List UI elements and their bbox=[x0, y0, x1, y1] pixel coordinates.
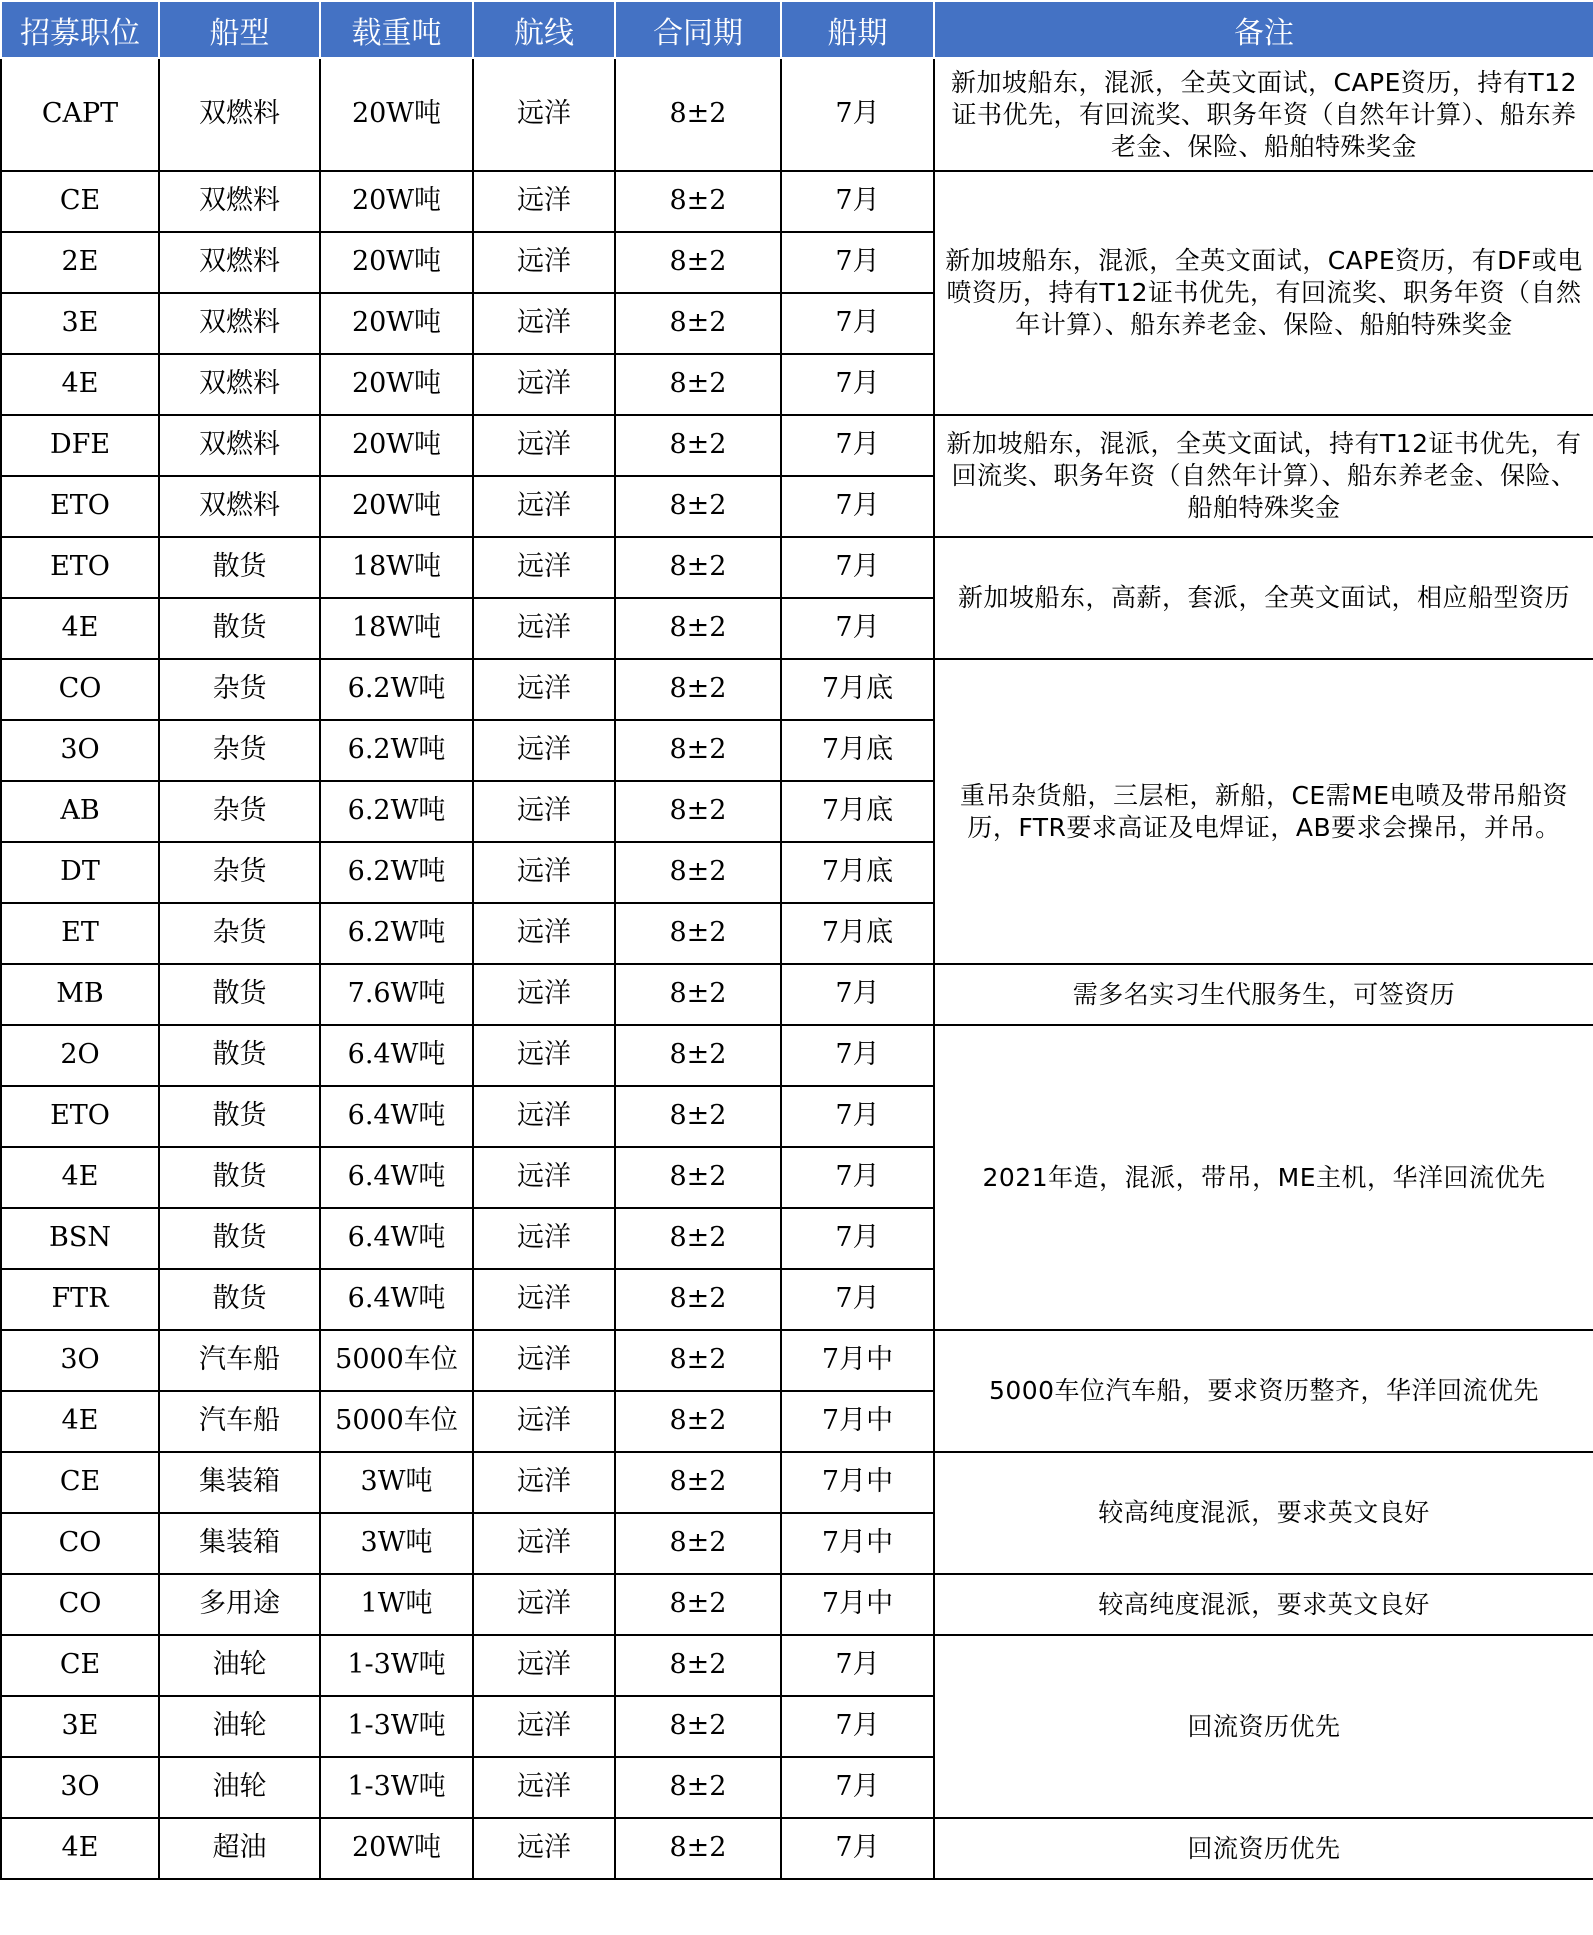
header-tonnage: 载重吨 bbox=[320, 1, 473, 58]
cell-notes: 较高纯度混派，要求英文良好 bbox=[934, 1574, 1593, 1635]
header-schedule: 船期 bbox=[781, 1, 934, 58]
cell-route: 远洋 bbox=[473, 58, 615, 171]
cell-position: MB bbox=[1, 964, 159, 1025]
cell-position: AB bbox=[1, 781, 159, 842]
cell-schedule: 7月中 bbox=[781, 1513, 934, 1574]
cell-tonnage: 20W吨 bbox=[320, 58, 473, 171]
cell-ship-type: 散货 bbox=[159, 1086, 320, 1147]
cell-position: FTR bbox=[1, 1269, 159, 1330]
cell-contract: 8±2 bbox=[615, 964, 781, 1025]
cell-position: 4E bbox=[1, 1391, 159, 1452]
cell-schedule: 7月 bbox=[781, 1269, 934, 1330]
cell-route: 远洋 bbox=[473, 1147, 615, 1208]
cell-ship-type: 汽车船 bbox=[159, 1330, 320, 1391]
cell-schedule: 7月 bbox=[781, 232, 934, 293]
cell-contract: 8±2 bbox=[615, 58, 781, 171]
cell-route: 远洋 bbox=[473, 232, 615, 293]
cell-route: 远洋 bbox=[473, 1818, 615, 1879]
table-row bbox=[1, 1635, 1593, 1696]
cell-route: 远洋 bbox=[473, 1269, 615, 1330]
cell-notes: 新加坡船东，混派，全英文面试，CAPE资历，持有T12证书优先，有回流奖、职务年资（自然年计算）、船东养老金、保险、船舶特殊奖金 bbox=[934, 58, 1593, 171]
table-row bbox=[1, 171, 1593, 232]
cell-schedule: 7月 bbox=[781, 598, 934, 659]
cell-schedule: 7月底 bbox=[781, 659, 934, 720]
cell-route: 远洋 bbox=[473, 781, 615, 842]
cell-schedule: 7月 bbox=[781, 415, 934, 476]
cell-tonnage: 6.4W吨 bbox=[320, 1147, 473, 1208]
cell-notes: 新加坡船东，混派，全英文面试，CAPE资历，有DF或电喷资历，持有T12证书优先，有回流奖、职务年资（自然年计算）、船东养老金、保险、船舶特殊奖金 bbox=[934, 171, 1593, 415]
cell-contract: 8±2 bbox=[615, 842, 781, 903]
cell-tonnage: 20W吨 bbox=[320, 354, 473, 415]
cell-tonnage: 20W吨 bbox=[320, 476, 473, 537]
cell-ship-type: 集装箱 bbox=[159, 1513, 320, 1574]
cell-route: 远洋 bbox=[473, 659, 615, 720]
cell-route: 远洋 bbox=[473, 1513, 615, 1574]
cell-route: 远洋 bbox=[473, 1574, 615, 1635]
cell-contract: 8±2 bbox=[615, 1025, 781, 1086]
cell-route: 远洋 bbox=[473, 1452, 615, 1513]
cell-contract: 8±2 bbox=[615, 232, 781, 293]
cell-contract: 8±2 bbox=[615, 1696, 781, 1757]
table-row bbox=[1, 659, 1593, 720]
cell-schedule: 7月底 bbox=[781, 842, 934, 903]
cell-route: 远洋 bbox=[473, 354, 615, 415]
cell-ship-type: 散货 bbox=[159, 1147, 320, 1208]
cell-position: DT bbox=[1, 842, 159, 903]
cell-ship-type: 双燃料 bbox=[159, 476, 320, 537]
cell-schedule: 7月中 bbox=[781, 1452, 934, 1513]
cell-position: 3E bbox=[1, 1696, 159, 1757]
cell-ship-type: 多用途 bbox=[159, 1574, 320, 1635]
cell-route: 远洋 bbox=[473, 903, 615, 964]
cell-ship-type: 散货 bbox=[159, 1025, 320, 1086]
cell-route: 远洋 bbox=[473, 1208, 615, 1269]
cell-contract: 8±2 bbox=[615, 476, 781, 537]
cell-position: CAPT bbox=[1, 58, 159, 171]
cell-contract: 8±2 bbox=[615, 293, 781, 354]
header-ship-type: 船型 bbox=[159, 1, 320, 58]
cell-tonnage: 20W吨 bbox=[320, 171, 473, 232]
cell-ship-type: 杂货 bbox=[159, 842, 320, 903]
cell-contract: 8±2 bbox=[615, 1513, 781, 1574]
cell-position: CO bbox=[1, 1574, 159, 1635]
cell-schedule: 7月底 bbox=[781, 720, 934, 781]
cell-schedule: 7月 bbox=[781, 1147, 934, 1208]
cell-position: CE bbox=[1, 1452, 159, 1513]
cell-schedule: 7月 bbox=[781, 1635, 934, 1696]
cell-tonnage: 5000车位 bbox=[320, 1330, 473, 1391]
cell-tonnage: 6.4W吨 bbox=[320, 1269, 473, 1330]
cell-ship-type: 散货 bbox=[159, 1208, 320, 1269]
cell-schedule: 7月 bbox=[781, 171, 934, 232]
cell-position: 4E bbox=[1, 598, 159, 659]
cell-ship-type: 杂货 bbox=[159, 781, 320, 842]
table-row bbox=[1, 964, 1593, 1025]
cell-route: 远洋 bbox=[473, 598, 615, 659]
table-row bbox=[1, 1452, 1593, 1513]
cell-tonnage: 6.2W吨 bbox=[320, 720, 473, 781]
cell-route: 远洋 bbox=[473, 1391, 615, 1452]
cell-tonnage: 3W吨 bbox=[320, 1513, 473, 1574]
cell-schedule: 7月 bbox=[781, 58, 934, 171]
cell-ship-type: 油轮 bbox=[159, 1757, 320, 1818]
cell-notes: 较高纯度混派，要求英文良好 bbox=[934, 1452, 1593, 1574]
cell-route: 远洋 bbox=[473, 842, 615, 903]
cell-schedule: 7月 bbox=[781, 537, 934, 598]
cell-ship-type: 双燃料 bbox=[159, 171, 320, 232]
cell-contract: 8±2 bbox=[615, 1330, 781, 1391]
cell-notes: 回流资历优先 bbox=[934, 1635, 1593, 1818]
cell-route: 远洋 bbox=[473, 415, 615, 476]
table-row bbox=[1, 58, 1593, 171]
cell-route: 远洋 bbox=[473, 1086, 615, 1147]
cell-contract: 8±2 bbox=[615, 903, 781, 964]
cell-tonnage: 6.4W吨 bbox=[320, 1025, 473, 1086]
cell-schedule: 7月底 bbox=[781, 903, 934, 964]
cell-notes: 需多名实习生代服务生，可签资历 bbox=[934, 964, 1593, 1025]
cell-ship-type: 散货 bbox=[159, 598, 320, 659]
cell-contract: 8±2 bbox=[615, 415, 781, 476]
cell-ship-type: 杂货 bbox=[159, 659, 320, 720]
cell-tonnage: 6.2W吨 bbox=[320, 842, 473, 903]
cell-position: 4E bbox=[1, 354, 159, 415]
cell-ship-type: 油轮 bbox=[159, 1635, 320, 1696]
cell-route: 远洋 bbox=[473, 1757, 615, 1818]
cell-ship-type: 杂货 bbox=[159, 903, 320, 964]
cell-contract: 8±2 bbox=[615, 354, 781, 415]
cell-ship-type: 散货 bbox=[159, 1269, 320, 1330]
cell-position: 3O bbox=[1, 1757, 159, 1818]
cell-schedule: 7月 bbox=[781, 354, 934, 415]
cell-contract: 8±2 bbox=[615, 537, 781, 598]
cell-contract: 8±2 bbox=[615, 1452, 781, 1513]
cell-contract: 8±2 bbox=[615, 1147, 781, 1208]
cell-contract: 8±2 bbox=[615, 1757, 781, 1818]
cell-position: 4E bbox=[1, 1147, 159, 1208]
table-row bbox=[1, 1574, 1593, 1635]
cell-schedule: 7月 bbox=[781, 1757, 934, 1818]
cell-tonnage: 6.2W吨 bbox=[320, 903, 473, 964]
cell-notes: 2021年造，混派，带吊，ME主机，华洋回流优先 bbox=[934, 1025, 1593, 1330]
cell-tonnage: 1-3W吨 bbox=[320, 1696, 473, 1757]
cell-position: ETO bbox=[1, 1086, 159, 1147]
cell-contract: 8±2 bbox=[615, 1818, 781, 1879]
cell-schedule: 7月 bbox=[781, 476, 934, 537]
cell-tonnage: 20W吨 bbox=[320, 293, 473, 354]
cell-contract: 8±2 bbox=[615, 1208, 781, 1269]
cell-ship-type: 杂货 bbox=[159, 720, 320, 781]
table-row bbox=[1, 415, 1593, 476]
table-row bbox=[1, 1025, 1593, 1086]
cell-contract: 8±2 bbox=[615, 1391, 781, 1452]
cell-contract: 8±2 bbox=[615, 1269, 781, 1330]
cell-tonnage: 1-3W吨 bbox=[320, 1635, 473, 1696]
cell-ship-type: 汽车船 bbox=[159, 1391, 320, 1452]
cell-tonnage: 3W吨 bbox=[320, 1452, 473, 1513]
cell-contract: 8±2 bbox=[615, 1635, 781, 1696]
cell-schedule: 7月中 bbox=[781, 1391, 934, 1452]
cell-route: 远洋 bbox=[473, 1696, 615, 1757]
cell-ship-type: 超油 bbox=[159, 1818, 320, 1879]
cell-route: 远洋 bbox=[473, 964, 615, 1025]
cell-schedule: 7月底 bbox=[781, 781, 934, 842]
cell-schedule: 7月 bbox=[781, 1696, 934, 1757]
header-contract: 合同期 bbox=[615, 1, 781, 58]
cell-notes: 回流资历优先 bbox=[934, 1818, 1593, 1879]
table-row bbox=[1, 1330, 1593, 1391]
header-position: 招募职位 bbox=[1, 1, 159, 58]
cell-route: 远洋 bbox=[473, 537, 615, 598]
table-header bbox=[1, 1, 1593, 58]
cell-notes: 重吊杂货船，三层柜，新船，CE需ME电喷及带吊船资历，FTR要求高证及电焊证，AB要求会操吊，并吊。 bbox=[934, 659, 1593, 964]
cell-tonnage: 18W吨 bbox=[320, 598, 473, 659]
cell-tonnage: 20W吨 bbox=[320, 415, 473, 476]
cell-position: 3O bbox=[1, 720, 159, 781]
cell-tonnage: 7.6W吨 bbox=[320, 964, 473, 1025]
cell-tonnage: 20W吨 bbox=[320, 232, 473, 293]
cell-ship-type: 双燃料 bbox=[159, 58, 320, 171]
cell-route: 远洋 bbox=[473, 1330, 615, 1391]
table-body bbox=[1, 58, 1593, 1879]
cell-position: ET bbox=[1, 903, 159, 964]
cell-position: CE bbox=[1, 171, 159, 232]
cell-position: CO bbox=[1, 659, 159, 720]
cell-notes: 新加坡船东，混派，全英文面试，持有T12证书优先，有回流奖、职务年资（自然年计算）、船东养老金、保险、船舶特殊奖金 bbox=[934, 415, 1593, 537]
header-route: 航线 bbox=[473, 1, 615, 58]
cell-schedule: 7月 bbox=[781, 1025, 934, 1086]
cell-position: 2O bbox=[1, 1025, 159, 1086]
cell-position: ETO bbox=[1, 476, 159, 537]
cell-schedule: 7月中 bbox=[781, 1574, 934, 1635]
cell-contract: 8±2 bbox=[615, 1086, 781, 1147]
cell-route: 远洋 bbox=[473, 171, 615, 232]
cell-position: 2E bbox=[1, 232, 159, 293]
cell-schedule: 7月 bbox=[781, 293, 934, 354]
header-notes: 备注 bbox=[934, 1, 1593, 58]
cell-tonnage: 1W吨 bbox=[320, 1574, 473, 1635]
cell-position: CO bbox=[1, 1513, 159, 1574]
cell-contract: 8±2 bbox=[615, 171, 781, 232]
cell-position: CE bbox=[1, 1635, 159, 1696]
cell-tonnage: 20W吨 bbox=[320, 1818, 473, 1879]
cell-ship-type: 散货 bbox=[159, 537, 320, 598]
cell-ship-type: 双燃料 bbox=[159, 354, 320, 415]
cell-tonnage: 5000车位 bbox=[320, 1391, 473, 1452]
cell-schedule: 7月 bbox=[781, 1208, 934, 1269]
cell-schedule: 7月 bbox=[781, 964, 934, 1025]
cell-schedule: 7月 bbox=[781, 1818, 934, 1879]
cell-schedule: 7月 bbox=[781, 1086, 934, 1147]
cell-route: 远洋 bbox=[473, 1025, 615, 1086]
cell-route: 远洋 bbox=[473, 1635, 615, 1696]
cell-contract: 8±2 bbox=[615, 720, 781, 781]
cell-ship-type: 油轮 bbox=[159, 1696, 320, 1757]
cell-notes: 新加坡船东，高薪，套派，全英文面试，相应船型资历 bbox=[934, 537, 1593, 659]
cell-contract: 8±2 bbox=[615, 781, 781, 842]
cell-position: DFE bbox=[1, 415, 159, 476]
cell-tonnage: 6.2W吨 bbox=[320, 781, 473, 842]
cell-position: 4E bbox=[1, 1818, 159, 1879]
cell-ship-type: 散货 bbox=[159, 964, 320, 1025]
header-row bbox=[1, 1, 1593, 58]
table-row bbox=[1, 1818, 1593, 1879]
cell-contract: 8±2 bbox=[615, 598, 781, 659]
cell-position: ETO bbox=[1, 537, 159, 598]
cell-tonnage: 6.4W吨 bbox=[320, 1208, 473, 1269]
table-row bbox=[1, 537, 1593, 598]
cell-schedule: 7月中 bbox=[781, 1330, 934, 1391]
cell-ship-type: 双燃料 bbox=[159, 293, 320, 354]
cell-position: 3O bbox=[1, 1330, 159, 1391]
cell-route: 远洋 bbox=[473, 720, 615, 781]
cell-tonnage: 1-3W吨 bbox=[320, 1757, 473, 1818]
cell-tonnage: 18W吨 bbox=[320, 537, 473, 598]
cell-ship-type: 双燃料 bbox=[159, 232, 320, 293]
cell-contract: 8±2 bbox=[615, 1574, 781, 1635]
cell-tonnage: 6.2W吨 bbox=[320, 659, 473, 720]
cell-route: 远洋 bbox=[473, 476, 615, 537]
cell-position: 3E bbox=[1, 293, 159, 354]
cell-route: 远洋 bbox=[473, 293, 615, 354]
cell-notes: 5000车位汽车船，要求资历整齐，华洋回流优先 bbox=[934, 1330, 1593, 1452]
cell-tonnage: 6.4W吨 bbox=[320, 1086, 473, 1147]
cell-position: BSN bbox=[1, 1208, 159, 1269]
cell-ship-type: 集装箱 bbox=[159, 1452, 320, 1513]
cell-contract: 8±2 bbox=[615, 659, 781, 720]
cell-ship-type: 双燃料 bbox=[159, 415, 320, 476]
